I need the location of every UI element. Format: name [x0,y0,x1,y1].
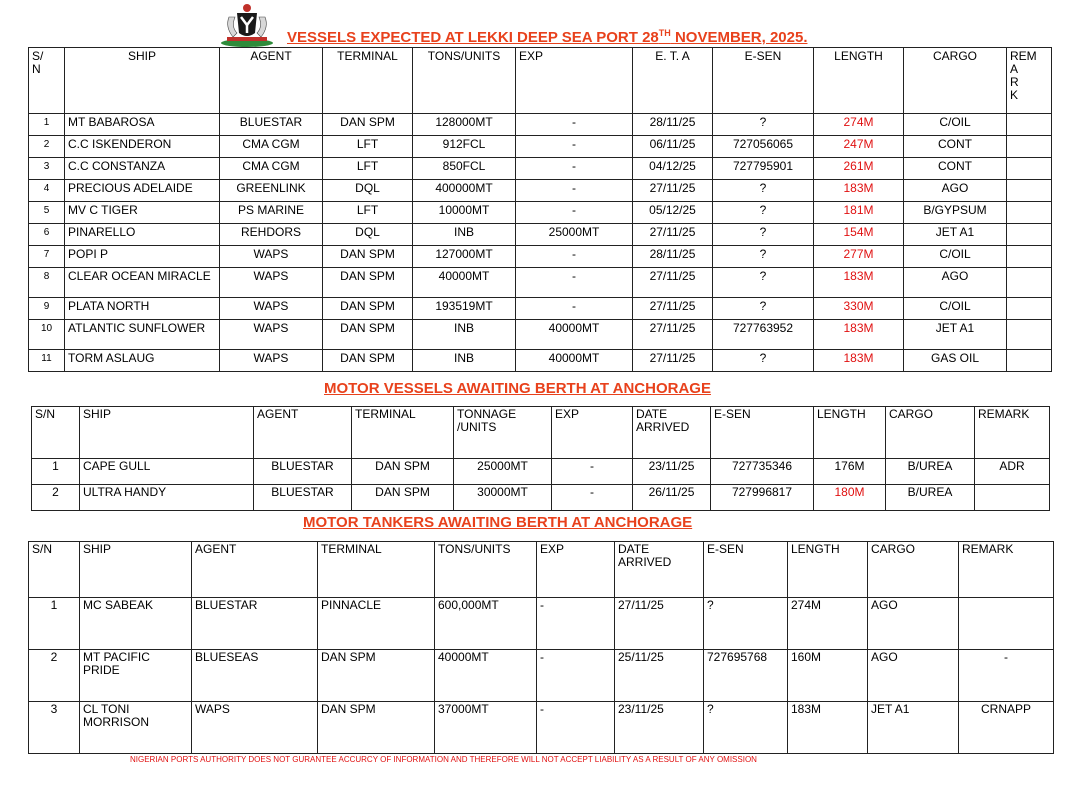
cell-tons: 128000MT [413,114,516,136]
cell-ship: CAPE GULL [80,459,254,485]
cell-esen: 727763952 [713,320,814,350]
table-row [29,202,1052,224]
cell-length: 274M [788,598,868,650]
table-row [29,320,1052,350]
cell-date: 28/11/25 [633,246,713,268]
cell-length: 277M [814,246,904,268]
cell-agent: REHDORS [220,224,323,246]
cell-esen: ? [713,246,814,268]
header-row [29,542,1054,598]
cell-exp: - [552,459,633,485]
cell-sn: 6 [29,224,65,246]
column-header-ship: SHIP [80,542,192,598]
cell-esen: ? [713,114,814,136]
table-row [29,136,1052,158]
column-header-tons: TONS/UNITS [413,48,516,114]
cell-agent: BLUESTAR [192,598,318,650]
cell-date: 04/12/25 [633,158,713,180]
cell-esen: ? [713,268,814,298]
cell-exp: - [537,702,615,754]
cell-esen: ? [713,180,814,202]
column-header-esen: E-SEN [711,407,814,459]
cell-ship: PRECIOUS ADELAIDE [65,180,220,202]
cell-agent: WAPS [220,298,323,320]
cell-ship: MC SABEAK [80,598,192,650]
cell-remark: ADR [975,459,1050,485]
disclaimer-footer: NIGERIAN PORTS AUTHORITY DOES NOT GURANTEE ACCURCY OF INFORMATION AND THEREFORE WILL NOT ACCEPT LIABILITY AS A RESULT OF ANY OMISSION [130,755,757,764]
cell-date: 27/11/25 [633,180,713,202]
cell-length: 183M [814,268,904,298]
cell-terminal: DAN SPM [318,650,435,702]
cell-remark [959,598,1054,650]
cell-cargo: C/OIL [904,114,1007,136]
cell-tons: 193519MT [413,298,516,320]
expected-vessels-table [28,47,1052,372]
column-header-length: LENGTH [788,542,868,598]
table-row [32,485,1050,511]
cell-ship: MV C TIGER [65,202,220,224]
cell-remark [1007,298,1052,320]
cell-sn: 11 [29,350,65,372]
cell-agent: GREENLINK [220,180,323,202]
cell-esen: ? [713,350,814,372]
cell-terminal: PINNACLE [318,598,435,650]
cell-date: 23/11/25 [615,702,704,754]
cell-length: 183M [814,180,904,202]
table-row [29,350,1052,372]
column-header-tons: TONNAGE /UNITS [454,407,552,459]
cell-remark: CRNAPP [959,702,1054,754]
cell-cargo: AGO [904,268,1007,298]
motor-vessels-table [31,406,1050,511]
column-header-ship: SHIP [65,48,220,114]
cell-terminal: LFT [323,136,413,158]
cell-esen: ? [704,702,788,754]
cell-agent: WAPS [220,350,323,372]
table-row [29,298,1052,320]
cell-tons: INB [413,224,516,246]
cell-date: 27/11/25 [633,268,713,298]
cell-exp: - [516,158,633,180]
cell-ship: ATLANTIC SUNFLOWER [65,320,220,350]
header-row [29,48,1052,114]
cell-exp: - [516,268,633,298]
cell-date: 05/12/25 [633,202,713,224]
column-header-date: E. T. A [633,48,713,114]
cell-sn: 2 [32,485,80,511]
cell-date: 27/11/25 [633,350,713,372]
cell-ship: CL TONI MORRISON [80,702,192,754]
column-header-length: LENGTH [814,407,886,459]
cell-exp: - [516,202,633,224]
column-header-esen: E-SEN [704,542,788,598]
cell-terminal: DQL [323,180,413,202]
cell-tons: 40000MT [413,268,516,298]
cell-date: 27/11/25 [633,298,713,320]
cell-cargo: JET A1 [868,702,959,754]
cell-terminal: DAN SPM [318,702,435,754]
cell-exp: 40000MT [516,320,633,350]
cell-remark [1007,136,1052,158]
section-title-motor-tankers: MOTOR TANKERS AWAITING BERTH AT ANCHORAGE [303,514,693,531]
cell-remark [1007,202,1052,224]
cell-agent: CMA CGM [220,158,323,180]
cell-exp: - [537,598,615,650]
cell-date: 26/11/25 [633,485,711,511]
cell-cargo: C/OIL [904,298,1007,320]
column-header-exp: EXP [552,407,633,459]
table-row [29,598,1054,650]
column-header-agent: AGENT [220,48,323,114]
cell-tons: INB [413,320,516,350]
cell-exp: - [537,650,615,702]
cell-esen: ? [713,224,814,246]
page-title: VESSELS EXPECTED AT LEKKI DEEP SEA PORT 28TH NOVEMBER, 2025. [287,28,808,46]
cell-length: 183M [814,320,904,350]
cell-tons: 25000MT [454,459,552,485]
cell-length: 274M [814,114,904,136]
cell-agent: PS MARINE [220,202,323,224]
cell-cargo: B/GYPSUM [904,202,1007,224]
cell-agent: BLUESTAR [220,114,323,136]
cell-terminal: DAN SPM [323,320,413,350]
cell-tons: 400000MT [413,180,516,202]
cell-esen: ? [704,598,788,650]
cell-cargo: GAS OIL [904,350,1007,372]
cell-length: 183M [788,702,868,754]
cell-tons: 30000MT [454,485,552,511]
cell-date: 25/11/25 [615,650,704,702]
cell-remark [1007,350,1052,372]
cell-agent: CMA CGM [220,136,323,158]
cell-cargo: JET A1 [904,320,1007,350]
column-header-cargo: CARGO [904,48,1007,114]
cell-esen: ? [713,298,814,320]
cell-cargo: C/OIL [904,246,1007,268]
cell-tons: 127000MT [413,246,516,268]
cell-sn: 2 [29,136,65,158]
cell-sn: 8 [29,268,65,298]
column-header-terminal: TERMINAL [323,48,413,114]
cell-ship: TORM ASLAUG [65,350,220,372]
column-header-remark: REMARK [975,407,1050,459]
cell-exp: - [552,485,633,511]
cell-terminal: DAN SPM [323,268,413,298]
cell-agent: WAPS [220,320,323,350]
cell-sn: 1 [32,459,80,485]
cell-exp: 40000MT [516,350,633,372]
column-header-terminal: TERMINAL [318,542,435,598]
cell-date: 06/11/25 [633,136,713,158]
cell-ship: MT BABAROSA [65,114,220,136]
cell-remark [1007,158,1052,180]
cell-tons: 912FCL [413,136,516,158]
table-row [29,114,1052,136]
column-header-sn: S/ N [29,48,65,114]
cell-ship: PINARELLO [65,224,220,246]
cell-esen: 727056065 [713,136,814,158]
cell-exp: - [516,136,633,158]
cell-sn: 2 [29,650,80,702]
cell-length: 183M [814,350,904,372]
cell-date: 28/11/25 [633,114,713,136]
cell-exp: - [516,298,633,320]
cell-cargo: AGO [868,598,959,650]
cell-cargo: CONT [904,136,1007,158]
cell-agent: WAPS [220,268,323,298]
cell-agent: BLUESTAR [254,485,352,511]
cell-ship: C.C CONSTANZA [65,158,220,180]
cell-sn: 7 [29,246,65,268]
cell-cargo: B/UREA [886,485,975,511]
column-header-date: DATE ARRIVED [633,407,711,459]
cell-ship: CLEAR OCEAN MIRACLE [65,268,220,298]
cell-remark [1007,180,1052,202]
column-header-date: DATE ARRIVED [615,542,704,598]
cell-length: 160M [788,650,868,702]
column-header-agent: AGENT [254,407,352,459]
cell-length: 330M [814,298,904,320]
cell-agent: BLUESTAR [254,459,352,485]
cell-length: 180M [814,485,886,511]
cell-exp: - [516,246,633,268]
cell-sn: 3 [29,702,80,754]
table-row [29,180,1052,202]
column-header-remark: REM A R K [1007,48,1052,114]
cell-remark: - [959,650,1054,702]
column-header-exp: EXP [537,542,615,598]
column-header-ship: SHIP [80,407,254,459]
cell-terminal: DAN SPM [323,246,413,268]
cell-exp: - [516,180,633,202]
cell-cargo: JET A1 [904,224,1007,246]
table-row [29,702,1054,754]
cell-agent: WAPS [220,246,323,268]
cell-sn: 5 [29,202,65,224]
cell-sn: 10 [29,320,65,350]
cell-terminal: DQL [323,224,413,246]
cell-length: 247M [814,136,904,158]
cell-tons: 37000MT [435,702,537,754]
coat-of-arms-logo [219,3,275,47]
cell-date: 23/11/25 [633,459,711,485]
cell-terminal: LFT [323,158,413,180]
cell-sn: 3 [29,158,65,180]
cell-esen: 727695768 [704,650,788,702]
cell-ship: C.C ISKENDERON [65,136,220,158]
cell-terminal: LFT [323,202,413,224]
cell-remark [1007,268,1052,298]
cell-date: 27/11/25 [615,598,704,650]
cell-length: 176M [814,459,886,485]
cell-esen: 727735346 [711,459,814,485]
cell-date: 27/11/25 [633,320,713,350]
table-row [29,224,1052,246]
cell-cargo: CONT [904,158,1007,180]
table-row [29,246,1052,268]
cell-exp: - [516,114,633,136]
cell-exp: 25000MT [516,224,633,246]
cell-remark [1007,246,1052,268]
table-row [32,459,1050,485]
cell-remark [1007,224,1052,246]
cell-ship: PLATA NORTH [65,298,220,320]
cell-cargo: AGO [904,180,1007,202]
cell-ship: ULTRA HANDY [80,485,254,511]
cell-terminal: DAN SPM [352,459,454,485]
column-header-agent: AGENT [192,542,318,598]
cell-ship: MT PACIFIC PRIDE [80,650,192,702]
cell-length: 261M [814,158,904,180]
column-header-cargo: CARGO [886,407,975,459]
cell-esen: 727795901 [713,158,814,180]
table-row [29,158,1052,180]
cell-agent: BLUESEAS [192,650,318,702]
cell-terminal: DAN SPM [323,350,413,372]
cell-tons: 600,000MT [435,598,537,650]
cell-terminal: DAN SPM [352,485,454,511]
cell-sn: 4 [29,180,65,202]
cell-remark [975,485,1050,511]
cell-sn: 9 [29,298,65,320]
cell-tons: 850FCL [413,158,516,180]
cell-cargo: B/UREA [886,459,975,485]
column-header-sn: S/N [29,542,80,598]
cell-terminal: DAN SPM [323,298,413,320]
header-row [32,407,1050,459]
column-header-esen: E-SEN [713,48,814,114]
cell-esen: 727996817 [711,485,814,511]
cell-sn: 1 [29,598,80,650]
cell-cargo: AGO [868,650,959,702]
table-row [29,268,1052,298]
column-header-sn: S/N [32,407,80,459]
column-header-remark: REMARK [959,542,1054,598]
cell-agent: WAPS [192,702,318,754]
cell-tons: 10000MT [413,202,516,224]
column-header-cargo: CARGO [868,542,959,598]
column-header-terminal: TERMINAL [352,407,454,459]
cell-length: 181M [814,202,904,224]
cell-remark [1007,114,1052,136]
cell-terminal: DAN SPM [323,114,413,136]
column-header-tons: TONS/UNITS [435,542,537,598]
table-row [29,650,1054,702]
cell-date: 27/11/25 [633,224,713,246]
cell-tons: 40000MT [435,650,537,702]
column-header-length: LENGTH [814,48,904,114]
cell-remark [1007,320,1052,350]
cell-esen: ? [713,202,814,224]
section-title-motor-vessels: MOTOR VESSELS AWAITING BERTH AT ANCHORAGE [324,380,711,397]
cell-length: 154M [814,224,904,246]
cell-ship: POPI P [65,246,220,268]
cell-tons: INB [413,350,516,372]
motor-tankers-table [28,541,1054,754]
column-header-exp: EXP [516,48,633,114]
cell-sn: 1 [29,114,65,136]
